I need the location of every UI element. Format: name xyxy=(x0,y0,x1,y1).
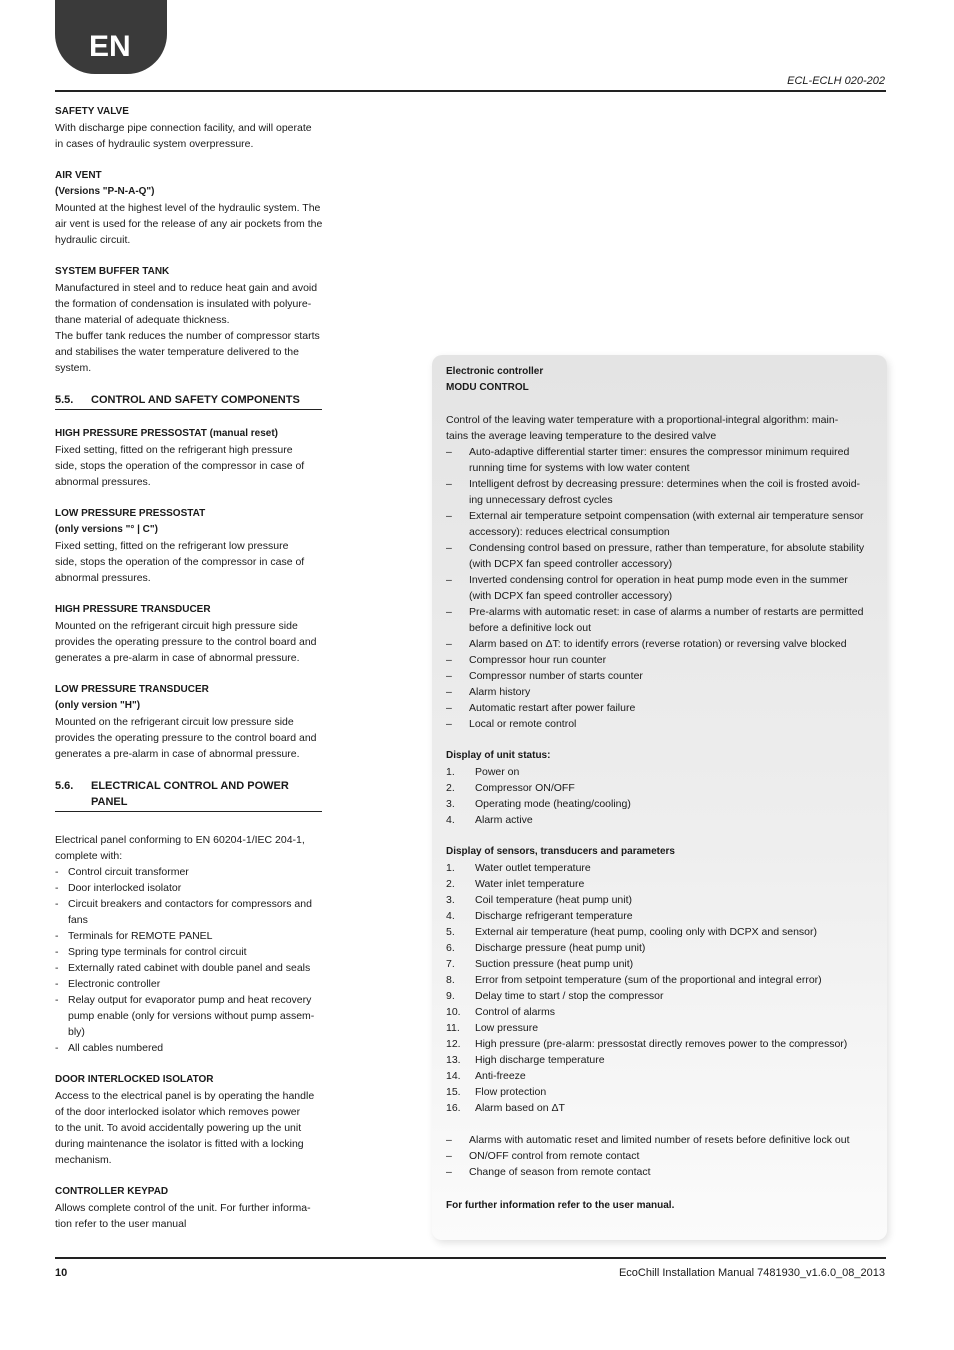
list-item-text: Alarms with automatic reset and limited number of resets before definitive lock out xyxy=(469,1134,850,1146)
buffer-tank-section xyxy=(55,264,325,376)
list-marker: - xyxy=(55,962,59,974)
list-item-text: Low pressure xyxy=(475,1022,539,1034)
air-vent-section xyxy=(55,168,325,248)
hp-transducer-text xyxy=(55,618,325,666)
box-footer-note: For further information refer to the user manual. xyxy=(446,1200,675,1211)
list-number: 1. xyxy=(446,862,455,874)
text-line: the formation of condensation is insulated with polyure- xyxy=(55,298,312,310)
door-isolator-text xyxy=(55,1088,325,1168)
list-number: 6. xyxy=(446,942,455,954)
list-item-text: Control circuit transformer xyxy=(68,866,189,878)
list-item-text: Electronic controller xyxy=(68,978,161,990)
status-list xyxy=(446,764,869,828)
text-line: Electrical panel conforming to EN 60204-1/IEC 204-1, xyxy=(55,834,305,846)
list-item-text: Delay time to start / stop the compressor xyxy=(475,990,664,1002)
box-intro xyxy=(446,412,869,444)
list-number: 10. xyxy=(446,1006,461,1018)
text-line: during maintenance the isolator is fitted with a locking xyxy=(55,1138,304,1150)
list-number: 8. xyxy=(446,974,455,986)
lp-pressostat-text xyxy=(55,538,325,586)
text-line: provides the operating pressure to the control board and xyxy=(55,636,317,648)
feature-item xyxy=(446,540,869,572)
sensor-item xyxy=(446,988,869,1004)
panel-list-item xyxy=(55,976,325,992)
list-item-text: ON/OFF control from remote contact xyxy=(469,1150,640,1162)
sensor-item xyxy=(446,908,869,924)
text-line: Fixed setting, fitted on the refrigerant high pressure xyxy=(55,444,293,456)
list-number: 4. xyxy=(446,814,455,826)
text-line: abnormal pressures. xyxy=(55,572,151,584)
text-line: abnormal pressures. xyxy=(55,476,151,488)
text-line: tains the average leaving temperature to the desired valve xyxy=(446,430,717,442)
list-number: 4. xyxy=(446,910,455,922)
list-marker: - xyxy=(55,930,59,942)
extras-list xyxy=(446,1132,869,1180)
list-item-text: Water inlet temperature xyxy=(475,878,585,890)
lp-pressostat-subheading: (only versions "° | C") xyxy=(55,524,158,535)
list-marker: – xyxy=(446,1134,452,1146)
safety-valve-heading: SAFETY VALVE xyxy=(55,106,129,117)
list-number: 16. xyxy=(446,1102,461,1114)
extra-item xyxy=(446,1148,869,1164)
panel-list-item xyxy=(55,864,325,880)
list-marker: - xyxy=(55,1042,59,1054)
list-number: 3. xyxy=(446,798,455,810)
lp-transducer-text xyxy=(55,714,325,762)
door-isolator-section xyxy=(55,1072,325,1168)
list-item-text: External air temperature (heat pump, cooling only with DCPX and sensor) xyxy=(475,926,817,938)
list-item-text: High discharge temperature xyxy=(475,1054,605,1066)
panel-list-item xyxy=(55,944,325,960)
list-number: 11. xyxy=(446,1022,460,1034)
left-column xyxy=(55,104,325,1232)
section-title: CONTROL AND SAFETY COMPONENTS xyxy=(91,394,300,406)
list-marker: – xyxy=(446,510,452,522)
list-item-text: External air temperature setpoint compensation (with external air temperature sensor accessory): reduces electrical consumption xyxy=(469,510,864,538)
text-line: generates a pre-alarm in case of abnormal pressure. xyxy=(55,652,300,664)
document-reference: ECL-ECLH 020-202 xyxy=(787,75,885,87)
feature-item xyxy=(446,700,869,716)
list-item-text: Suction pressure (heat pump unit) xyxy=(475,958,634,970)
footer-document-title: EcoChill Installation Manual 7481930_v1.6.0_08_2013 xyxy=(618,1267,885,1279)
footer-divider xyxy=(55,1257,886,1259)
hp-pressostat-heading: HIGH PRESSURE PRESSOSTAT (manual reset) xyxy=(55,428,279,439)
text-line: air vent is used for the release of any air pockets from the xyxy=(55,218,323,230)
language-label: EN xyxy=(89,30,131,63)
text-line: Manufactured in steel and to reduce heat gain and avoid xyxy=(55,282,318,294)
list-item-text: Anti-freeze xyxy=(475,1070,526,1082)
list-item-text: Door interlocked isolator xyxy=(68,882,182,894)
list-item-text: Compressor number of starts counter xyxy=(469,670,643,682)
text-line: Allows complete control of the unit. For further informa- xyxy=(55,1202,311,1214)
list-marker: – xyxy=(446,718,452,730)
header-divider xyxy=(55,90,886,92)
list-number: 7. xyxy=(446,958,455,970)
keypad-text xyxy=(55,1200,325,1232)
text-line: system. xyxy=(55,362,92,374)
status-item xyxy=(446,796,869,812)
list-marker: – xyxy=(446,542,452,554)
text-line: in cases of hydraulic system overpressure. xyxy=(55,138,254,150)
list-marker: – xyxy=(446,574,452,586)
text-line: and stabilises the water temperature delivered to the xyxy=(55,346,299,358)
text-line: Control of the leaving water temperature with a proportional-integral algorithm: main- xyxy=(446,414,839,426)
feature-item xyxy=(446,684,869,700)
section-number: 5.6. xyxy=(55,780,74,792)
feature-item xyxy=(446,652,869,668)
text-line: to the unit. To avoid accidentally powering up the unit xyxy=(55,1122,302,1134)
list-marker: - xyxy=(55,946,59,958)
list-item-text: Spring type terminals for control circuit xyxy=(68,946,247,958)
text-line: complete with: xyxy=(55,850,123,862)
list-item-text: Alarm history xyxy=(469,686,531,698)
list-item-text: Operating mode (heating/cooling) xyxy=(475,798,631,810)
list-item-text: Auto-adaptive differential starter timer: ensures the compressor minimum required running time for systems with low water content xyxy=(469,446,850,474)
list-item-text: Automatic restart after power failure xyxy=(469,702,636,714)
list-marker: – xyxy=(446,1166,452,1178)
list-item-text: Compressor ON/OFF xyxy=(475,782,575,794)
sensor-item xyxy=(446,1084,869,1100)
list-item-text: Circuit breakers and contactors for compressors and fans xyxy=(68,898,312,926)
list-number: 2. xyxy=(446,878,455,890)
list-item-text: Water outlet temperature xyxy=(475,862,591,874)
text-line: side, stops the operation of the compressor in case of xyxy=(55,556,305,568)
feature-list xyxy=(446,444,869,732)
list-marker: – xyxy=(446,670,452,682)
page-number: 10 xyxy=(55,1267,68,1279)
list-item-text: Error from setpoint temperature (sum of the proportional and integral error) xyxy=(475,974,822,986)
list-item-text: Local or remote control xyxy=(469,718,577,730)
list-item-text: Terminals for REMOTE PANEL xyxy=(68,930,213,942)
text-line: Mounted on the refrigerant circuit low pressure side xyxy=(55,716,294,728)
sensor-item xyxy=(446,1068,869,1084)
lp-transducer-section xyxy=(55,682,325,762)
feature-item xyxy=(446,508,869,540)
list-item-text: Power on xyxy=(475,766,520,778)
sensor-item xyxy=(446,1020,869,1036)
sensors-heading: Display of sensors, transducers and parameters xyxy=(446,846,675,857)
sensor-item xyxy=(446,860,869,876)
sensor-item xyxy=(446,1100,869,1116)
list-number: 9. xyxy=(446,990,455,1002)
lp-pressostat-heading: LOW PRESSURE PRESSOSTAT xyxy=(55,508,206,519)
list-marker: - xyxy=(55,882,59,894)
feature-item xyxy=(446,604,869,636)
sensor-item xyxy=(446,924,869,940)
list-item-text: Alarm based on ΔT xyxy=(475,1102,565,1114)
text-line: generates a pre-alarm in case of abnormal pressure. xyxy=(55,748,300,760)
list-item-text: Control of alarms xyxy=(475,1006,555,1018)
text-line: Fixed setting, fitted on the refrigerant low pressure xyxy=(55,540,289,552)
list-number: 2. xyxy=(446,782,455,794)
list-item-text: Compressor hour run counter xyxy=(469,654,607,666)
list-number: 12. xyxy=(446,1038,461,1050)
list-item-text: Externally rated cabinet with double panel and seals xyxy=(68,962,311,974)
lp-transducer-heading: LOW PRESSURE TRANSDUCER xyxy=(55,684,209,695)
feature-item xyxy=(446,668,869,684)
keypad-heading: CONTROLLER KEYPAD xyxy=(55,1186,169,1197)
safety-valve-text xyxy=(55,120,325,152)
list-item-text: Discharge refrigerant temperature xyxy=(475,910,633,922)
list-item-text: Discharge pressure (heat pump unit) xyxy=(475,942,646,954)
list-item-text: High pressure (pre-alarm: pressostat directly removes power to the compressor) xyxy=(475,1038,848,1050)
hp-transducer-section xyxy=(55,602,325,666)
list-item-text: Coil temperature (heat pump unit) xyxy=(475,894,632,906)
list-number: 15. xyxy=(446,1086,461,1098)
list-number: 3. xyxy=(446,894,455,906)
feature-item xyxy=(446,444,869,476)
panel-list-item xyxy=(55,896,325,928)
box-subtitle: MODU CONTROL xyxy=(446,382,529,393)
list-marker: – xyxy=(446,686,452,698)
electrical-panel-list xyxy=(55,864,325,1056)
list-marker: – xyxy=(446,638,452,650)
section-heading-5-5 xyxy=(55,392,322,410)
text-line: tion refer to the user manual xyxy=(55,1218,187,1230)
list-item-text: Intelligent defrost by decreasing pressure: determines when the coil is frosted avoid- ing unnecessary defrost cycles xyxy=(469,478,861,506)
panel-list-item xyxy=(55,992,325,1040)
list-number: 1. xyxy=(446,766,455,778)
text-line: Mounted at the highest level of the hydraulic system. The xyxy=(55,202,321,214)
status-item xyxy=(446,764,869,780)
list-number: 14. xyxy=(446,1070,461,1082)
text-line: hydraulic circuit. xyxy=(55,234,131,246)
hp-pressostat-text xyxy=(55,442,325,490)
list-marker: – xyxy=(446,446,452,458)
controller-info-content xyxy=(446,364,869,1214)
lp-transducer-subheading: (only version "H") xyxy=(55,700,141,711)
list-item-text: Flow protection xyxy=(475,1086,547,1098)
panel-list-item xyxy=(55,960,325,976)
panel-list-item xyxy=(55,928,325,944)
sensor-item xyxy=(446,956,869,972)
sensor-item xyxy=(446,972,869,988)
air-vent-subheading: (Versions "P-N-A-Q") xyxy=(55,186,155,197)
language-tab xyxy=(55,0,167,74)
panel-list-item xyxy=(55,1040,325,1056)
list-marker: - xyxy=(55,898,59,910)
sensor-item xyxy=(446,940,869,956)
hp-pressostat-section xyxy=(55,426,325,490)
list-marker: – xyxy=(446,654,452,666)
list-marker: - xyxy=(55,994,59,1006)
list-item-text: Alarm active xyxy=(475,814,533,826)
list-marker: – xyxy=(446,478,452,490)
box-title: Electronic controller xyxy=(446,366,544,377)
text-line: Access to the electrical panel is by operating the handle xyxy=(55,1090,315,1102)
buffer-tank-text xyxy=(55,280,325,376)
sensor-item xyxy=(446,892,869,908)
feature-item xyxy=(446,716,869,732)
lp-pressostat-section xyxy=(55,506,325,586)
text-line: With discharge pipe connection facility, and will operate xyxy=(55,122,312,134)
safety-valve-section xyxy=(55,104,325,152)
text-line: of the door interlocked isolator which removes power xyxy=(55,1106,301,1118)
status-heading: Display of unit status: xyxy=(446,750,551,761)
text-line: Mounted on the refrigerant circuit high pressure side xyxy=(55,620,298,632)
feature-item xyxy=(446,476,869,508)
list-item-text: Alarm based on ΔT: to identify errors (reverse rotation) or reversing valve blocked xyxy=(469,638,847,650)
sensor-item xyxy=(446,1052,869,1068)
sensor-item xyxy=(446,876,869,892)
air-vent-heading: AIR VENT xyxy=(55,170,102,181)
air-vent-text xyxy=(55,200,325,248)
feature-item xyxy=(446,636,869,652)
hp-transducer-heading: HIGH PRESSURE TRANSDUCER xyxy=(55,604,211,615)
text-line: thane material of adequate thickness. xyxy=(55,314,230,326)
list-marker: – xyxy=(446,1150,452,1162)
list-item-text: Pre-alarms with automatic reset: in case of alarms a number of restarts are permitted before a definitive lock out xyxy=(469,606,864,634)
section-heading-5-6 xyxy=(55,778,322,812)
sensor-list xyxy=(446,860,869,1116)
list-marker: – xyxy=(446,606,452,618)
list-number: 13. xyxy=(446,1054,461,1066)
electrical-panel-text xyxy=(55,832,325,864)
text-line: mechanism. xyxy=(55,1154,112,1166)
extra-item xyxy=(446,1164,869,1180)
list-item-text: All cables numbered xyxy=(68,1042,164,1054)
list-item-text: Change of season from remote contact xyxy=(469,1166,651,1178)
list-item-text: Inverted condensing control for operation in heat pump mode even in the summer (with DCPX fan speed controller accessory) xyxy=(469,574,848,602)
status-item xyxy=(446,780,869,796)
text-line: provides the operating pressure to the control board and xyxy=(55,732,317,744)
panel-list-item xyxy=(55,880,325,896)
buffer-tank-heading: SYSTEM BUFFER TANK xyxy=(55,266,170,277)
section-title: ELECTRICAL CONTROL AND POWER PANEL xyxy=(91,780,289,808)
list-marker: - xyxy=(55,866,59,878)
text-line: The buffer tank reduces the number of compressor starts xyxy=(55,330,320,342)
sensor-item xyxy=(446,1004,869,1020)
list-item-text: Condensing control based on pressure, rather than temperature, for absolute stability (with DCPX fan speed controller accessory) xyxy=(469,542,865,570)
list-marker: – xyxy=(446,702,452,714)
section-number: 5.5. xyxy=(55,394,74,406)
sensor-item xyxy=(446,1036,869,1052)
status-item xyxy=(446,812,869,828)
list-item-text: Relay output for evaporator pump and heat recovery pump enable (only for versions without pump assem- bly) xyxy=(68,994,315,1038)
list-number: 5. xyxy=(446,926,455,938)
feature-item xyxy=(446,572,869,604)
extra-item xyxy=(446,1132,869,1148)
door-isolator-heading: DOOR INTERLOCKED ISOLATOR xyxy=(55,1074,214,1085)
electrical-panel-section xyxy=(55,832,325,1056)
text-line: side, stops the operation of the compressor in case of xyxy=(55,460,305,472)
keypad-section xyxy=(55,1184,325,1232)
list-marker: - xyxy=(55,978,59,990)
